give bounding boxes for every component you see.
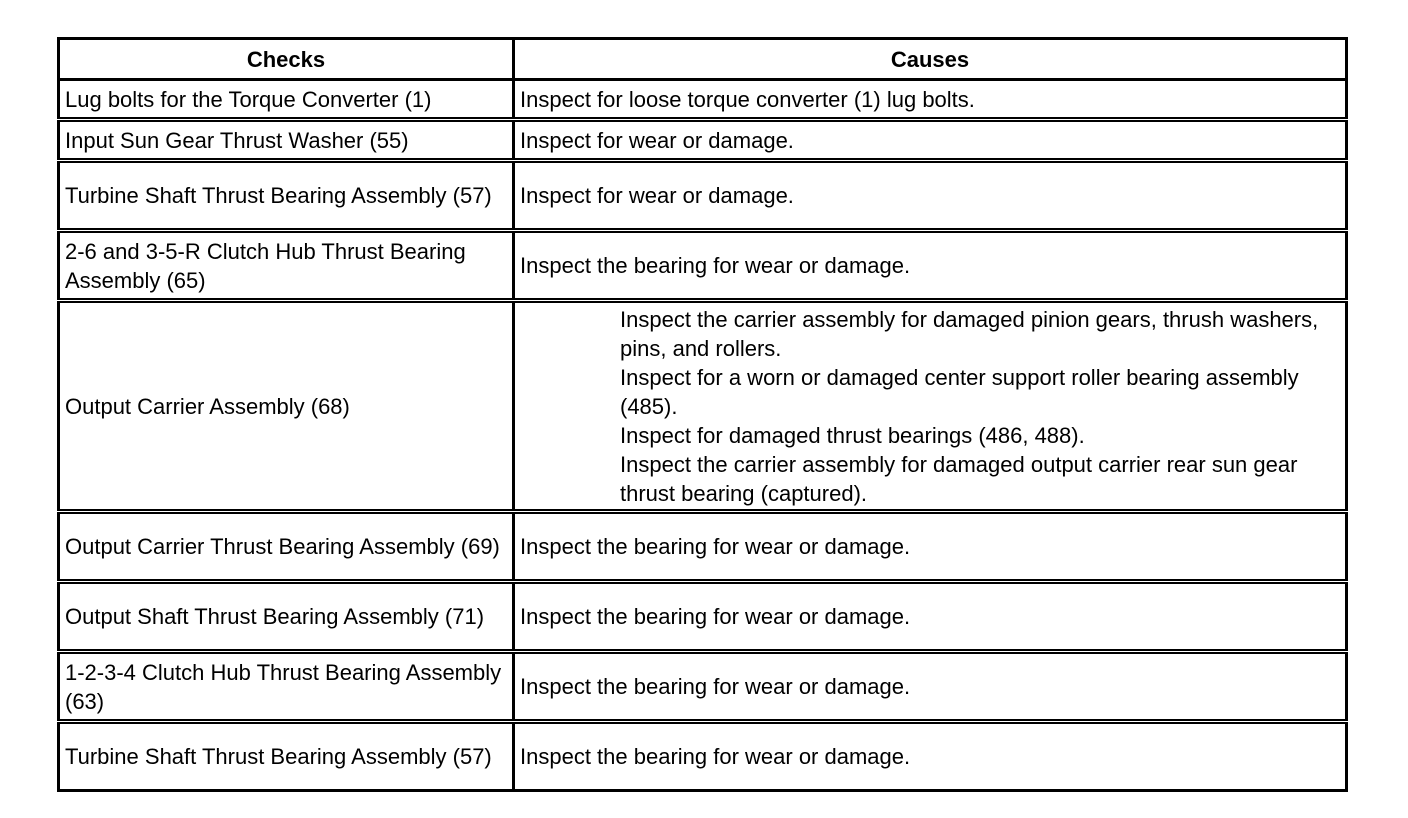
table-row (59, 231, 1347, 301)
column-header-checks: Checks (59, 39, 514, 80)
cause-cell: Inspect for wear or damage. (514, 161, 1347, 231)
cause-cell: Inspect for wear or damage. (514, 120, 1347, 161)
check-cell: Output Carrier Thrust Bearing Assembly (69) (59, 512, 514, 582)
cause-item: Inspect the carrier assembly for damaged pinion gears, thrush washers, pins, and rollers. (620, 306, 1319, 361)
check-cell: 1-2-3-4 Clutch Hub Thrust Bearing Assembly (63) (59, 652, 514, 722)
cause-cell: Inspect the bearing for wear or damage. (514, 231, 1347, 301)
header-row (59, 39, 1347, 80)
cause-cell (514, 301, 1347, 512)
cause-item: Inspect for damaged thrust bearings (486, 488). (620, 422, 1085, 448)
table-row (59, 161, 1347, 231)
table-row (59, 582, 1347, 652)
table-row (59, 80, 1347, 120)
cause-list (520, 305, 1345, 508)
cause-cell: Inspect the bearing for wear or damage. (514, 652, 1347, 722)
cause-cell: Inspect the bearing for wear or damage. (514, 512, 1347, 582)
cause-cell: Inspect the bearing for wear or damage. (514, 582, 1347, 652)
table-row (59, 512, 1347, 582)
table-header (59, 39, 1347, 80)
cause-item: Inspect for a worn or damaged center support roller bearing assembly (485). (620, 364, 1299, 419)
table-row (59, 652, 1347, 722)
table-row (59, 722, 1347, 791)
cause-cell: Inspect the bearing for wear or damage. (514, 722, 1347, 791)
check-cell: 2-6 and 3-5-R Clutch Hub Thrust Bearing Assembly (65) (59, 231, 514, 301)
table-body (59, 80, 1347, 791)
check-cell: Lug bolts for the Torque Converter (1) (59, 80, 514, 120)
table-row (59, 120, 1347, 161)
check-cell: Turbine Shaft Thrust Bearing Assembly (57) (59, 722, 514, 791)
cause-item: Inspect the carrier assembly for damaged output carrier rear sun gear thrust bearing (captured). (620, 451, 1298, 506)
checks-causes-table (57, 37, 1348, 792)
check-cell: Turbine Shaft Thrust Bearing Assembly (57) (59, 161, 514, 231)
cause-cell: Inspect for loose torque converter (1) lug bolts. (514, 80, 1347, 120)
table-row (59, 301, 1347, 512)
check-cell: Output Shaft Thrust Bearing Assembly (71) (59, 582, 514, 652)
check-cell: Output Carrier Assembly (68) (59, 301, 514, 512)
check-cell: Input Sun Gear Thrust Washer (55) (59, 120, 514, 161)
column-header-causes: Causes (514, 39, 1347, 80)
